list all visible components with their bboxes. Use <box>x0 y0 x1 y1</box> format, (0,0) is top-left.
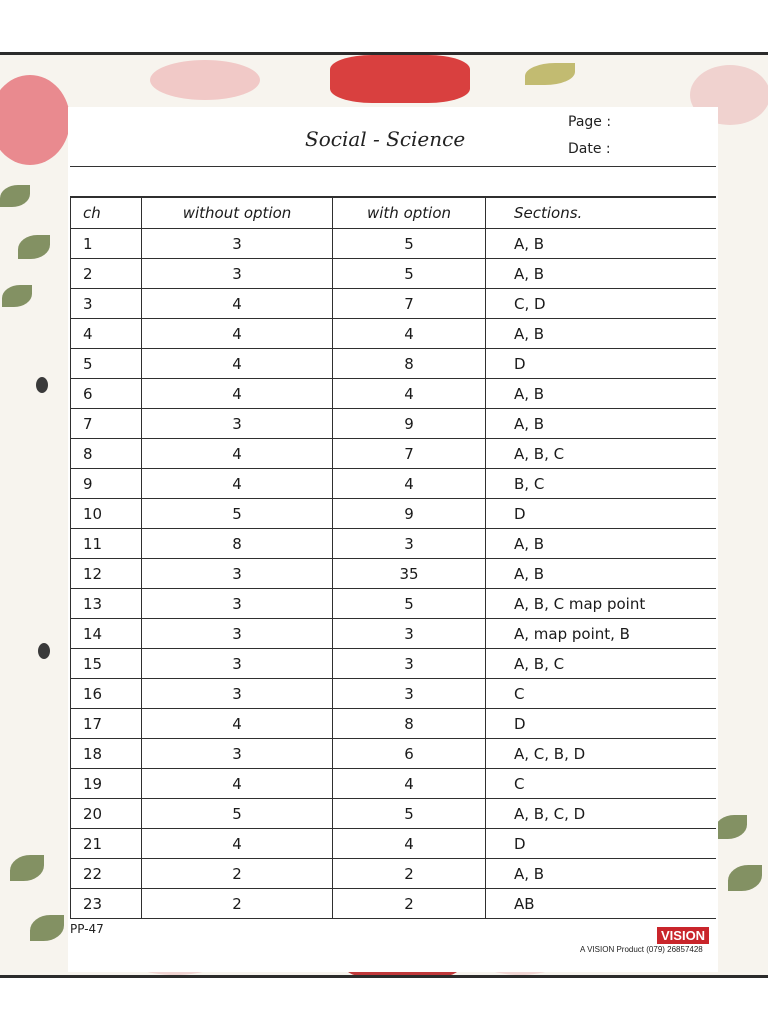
cell-without-option: 3 <box>142 619 333 649</box>
table-row <box>71 349 717 379</box>
leaf-decoration <box>18 235 50 259</box>
cell-with-option: 3 <box>333 679 486 709</box>
table-row <box>71 289 717 319</box>
cell-with-option: 9 <box>333 499 486 529</box>
cell-with-option: 5 <box>333 229 486 259</box>
table-row <box>71 859 717 889</box>
rose-decoration <box>0 75 70 165</box>
cell-without-option: 3 <box>142 409 333 439</box>
cell-sections: A, C, B, D <box>486 739 717 769</box>
cell-with-option: 4 <box>333 379 486 409</box>
cell-with-option: 4 <box>333 469 486 499</box>
marks-table <box>70 196 716 919</box>
cell-sections: D <box>486 829 717 859</box>
cell-sections: A, B <box>486 259 717 289</box>
cell-chapter: 19 <box>71 769 142 799</box>
cell-without-option: 5 <box>142 499 333 529</box>
cell-sections: A, B <box>486 379 717 409</box>
cell-without-option: 3 <box>142 559 333 589</box>
cell-without-option: 4 <box>142 379 333 409</box>
cell-chapter: 14 <box>71 619 142 649</box>
table-row <box>71 499 717 529</box>
cell-without-option: 4 <box>142 349 333 379</box>
leaf-decoration <box>525 63 575 85</box>
cell-sections: A, B, C map point <box>486 589 717 619</box>
page-title: Social - Science <box>305 127 466 151</box>
cell-sections: D <box>486 349 717 379</box>
cell-sections: A, B <box>486 529 717 559</box>
cell-chapter: 18 <box>71 739 142 769</box>
cell-with-option: 2 <box>333 859 486 889</box>
table-row <box>71 769 717 799</box>
cell-sections: A, B <box>486 409 717 439</box>
table-row <box>71 529 717 559</box>
binder-hole <box>36 377 48 393</box>
cell-sections: A, map point, B <box>486 619 717 649</box>
cell-with-option: 4 <box>333 319 486 349</box>
cell-without-option: 4 <box>142 769 333 799</box>
leaf-decoration <box>728 865 762 891</box>
cell-chapter: 2 <box>71 259 142 289</box>
cell-without-option: 3 <box>142 229 333 259</box>
cell-without-option: 4 <box>142 319 333 349</box>
table-row <box>71 649 717 679</box>
cell-chapter: 7 <box>71 409 142 439</box>
cell-with-option: 35 <box>333 559 486 589</box>
cell-chapter: 5 <box>71 349 142 379</box>
cell-chapter: 3 <box>71 289 142 319</box>
cell-with-option: 3 <box>333 649 486 679</box>
cell-chapter: 21 <box>71 829 142 859</box>
table-row <box>71 259 717 289</box>
table-row <box>71 319 717 349</box>
cell-with-option: 5 <box>333 589 486 619</box>
table-row <box>71 889 717 919</box>
cell-without-option: 4 <box>142 829 333 859</box>
cell-without-option: 3 <box>142 739 333 769</box>
table-row <box>71 619 717 649</box>
cell-without-option: 3 <box>142 259 333 289</box>
table-row <box>71 229 717 259</box>
rose-decoration <box>330 55 470 103</box>
cell-without-option: 3 <box>142 649 333 679</box>
table-row <box>71 829 717 859</box>
cell-with-option: 6 <box>333 739 486 769</box>
brand-logo: VISION <box>657 927 709 944</box>
cell-chapter: 9 <box>71 469 142 499</box>
table-header-row <box>71 197 717 229</box>
cell-chapter: 12 <box>71 559 142 589</box>
cell-without-option: 4 <box>142 439 333 469</box>
cell-with-option: 5 <box>333 259 486 289</box>
leaf-decoration <box>2 285 32 307</box>
cell-without-option: 5 <box>142 799 333 829</box>
leaf-decoration <box>10 855 44 881</box>
cell-chapter: 16 <box>71 679 142 709</box>
cell-with-option: 7 <box>333 289 486 319</box>
table-row <box>71 589 717 619</box>
leaf-decoration <box>715 815 747 839</box>
cell-without-option: 8 <box>142 529 333 559</box>
cell-sections: A, B <box>486 859 717 889</box>
cell-with-option: 9 <box>333 409 486 439</box>
cell-with-option: 3 <box>333 529 486 559</box>
table-row <box>71 709 717 739</box>
date-label: Date : <box>568 141 611 157</box>
cell-without-option: 4 <box>142 469 333 499</box>
binder-hole <box>38 643 50 659</box>
table-row <box>71 409 717 439</box>
table-row <box>71 799 717 829</box>
table-row <box>71 439 717 469</box>
cell-without-option: 4 <box>142 709 333 739</box>
table-row <box>71 469 717 499</box>
cell-without-option: 2 <box>142 859 333 889</box>
column-header-chapter: ch <box>71 197 142 229</box>
column-header-with-option: with option <box>333 197 486 229</box>
cell-chapter: 11 <box>71 529 142 559</box>
leaf-decoration <box>0 185 30 207</box>
brand-product-line: A VISION Product (079) 26857428 <box>580 945 703 954</box>
cell-sections: B, C <box>486 469 717 499</box>
cell-chapter: 1 <box>71 229 142 259</box>
cell-without-option: 4 <box>142 289 333 319</box>
cell-sections: C <box>486 679 717 709</box>
cell-sections: C, D <box>486 289 717 319</box>
cell-chapter: 6 <box>71 379 142 409</box>
cell-chapter: 15 <box>71 649 142 679</box>
cell-with-option: 7 <box>333 439 486 469</box>
cell-chapter: 20 <box>71 799 142 829</box>
cell-sections: A, B, C <box>486 439 717 469</box>
cell-chapter: 23 <box>71 889 142 919</box>
cell-with-option: 4 <box>333 769 486 799</box>
cell-sections: A, B, C <box>486 649 717 679</box>
table-row <box>71 679 717 709</box>
cell-with-option: 5 <box>333 799 486 829</box>
cell-sections: AB <box>486 889 717 919</box>
rose-decoration <box>150 60 260 100</box>
table-row <box>71 739 717 769</box>
cell-chapter: 10 <box>71 499 142 529</box>
header-rule <box>70 166 716 167</box>
column-header-without-option: without option <box>142 197 333 229</box>
cell-with-option: 8 <box>333 349 486 379</box>
cell-without-option: 3 <box>142 589 333 619</box>
cell-without-option: 2 <box>142 889 333 919</box>
cell-chapter: 17 <box>71 709 142 739</box>
cell-sections: A, B <box>486 319 717 349</box>
cell-chapter: 22 <box>71 859 142 889</box>
cell-sections: D <box>486 499 717 529</box>
page-code: PP-47 <box>70 922 104 936</box>
cell-with-option: 3 <box>333 619 486 649</box>
page-number-label: Page : <box>568 114 612 130</box>
cell-chapter: 8 <box>71 439 142 469</box>
leaf-decoration <box>30 915 64 941</box>
cell-sections: A, B <box>486 229 717 259</box>
cell-chapter: 13 <box>71 589 142 619</box>
cell-with-option: 8 <box>333 709 486 739</box>
cell-with-option: 4 <box>333 829 486 859</box>
cell-sections: C <box>486 769 717 799</box>
cell-sections: D <box>486 709 717 739</box>
cell-with-option: 2 <box>333 889 486 919</box>
cell-without-option: 3 <box>142 679 333 709</box>
column-header-sections: Sections. <box>486 197 717 229</box>
table-row <box>71 559 717 589</box>
cell-chapter: 4 <box>71 319 142 349</box>
cell-sections: A, B, C, D <box>486 799 717 829</box>
cell-sections: A, B <box>486 559 717 589</box>
table-row <box>71 379 717 409</box>
